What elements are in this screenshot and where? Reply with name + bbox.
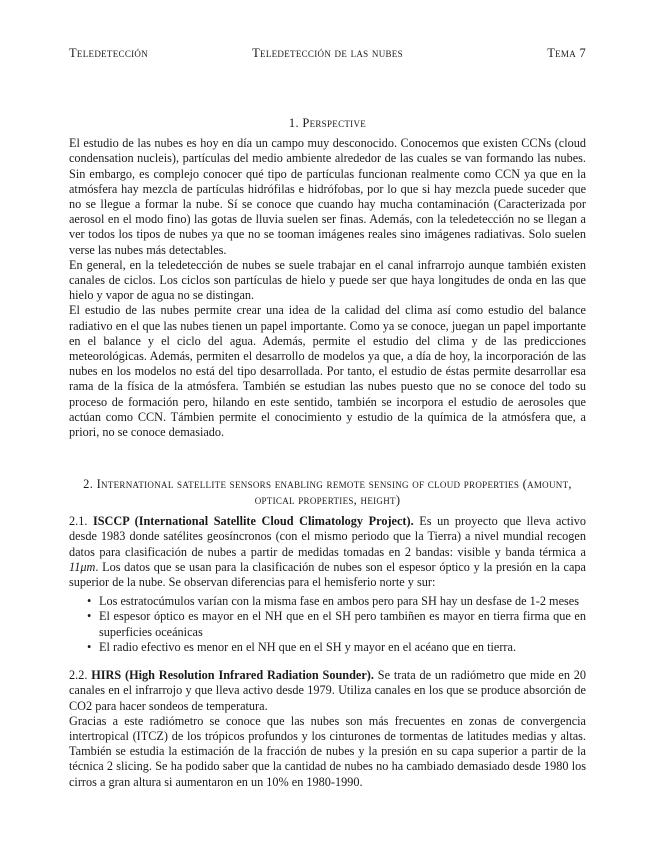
list-item: • El radio efectivo es menor en el NH que en el SH y mayor en el acéano que en tierra. (99, 640, 586, 655)
subsection-2-2-paragraph-2: Gracias a este radiómetro se conoce que las nubes son más frecuentes en zonas de convergencia intertropical (ITCZ) de los trópicos profundos y los cinturones de tormentas de latitudes medias y altas. También se estudia la estimación de la fracción de nubes y la presión en su capa superior a partir de la técnica 2 slicing. Se ha podido saber que la cantidad de nubes no ha cambiado demasiado desde 1980 los cirros a gran altura si aumentaron en un 10% en 1980-1990. (69, 713, 586, 789)
list-item: • Los estratocúmulos varían con la misma fase en ambos pero para SH hay un desfase de 1-2 meses (99, 594, 586, 609)
subsection-2-2 (69, 668, 586, 714)
subsection-2-1-number: 2.1. (69, 514, 88, 529)
subsection-2-1-heading: ISCCP (International Satellite Cloud Climatology Project). (92, 514, 414, 529)
subsection-2-1-text-a: Es un proyecto que lleva activo desde 1983 donde satélites geosíncronos (con el mismo periodo que la Tierra) a nivel mundial recogen datos para clasificación de nubes a partir de medidas tomadas en 2 bandas: visible y banda térmica a (69, 514, 586, 559)
running-header (69, 46, 586, 62)
section-2-title: 2. International satellite sensors enabling remote sensing of cloud properties (amount, optical properties, height) (83, 477, 572, 508)
hemisphere-differences-list (69, 594, 586, 655)
subsection-2-2-text: Se trata de un radiómetro que mide en 20 canales en el infrarrojo y que lleva activo desde 1979. Utiliza canales en los que se produce absorción de CO2 para hacer sondeos de temperatura. (69, 668, 587, 713)
subsection-2-1-text-b: . Los datos que se usan para la clasificación de nubes son el espesor óptico y la presión en la capa superior de la nube. Se observan diferencias para el hemisferio norte y sur: (69, 559, 586, 590)
section-1-title: 1. Perspective (288, 116, 367, 130)
section-1-paragraph-2: En general, en la teledetección de nubes se suele trabajar en el canal infrarrojo aunque también existen canales de ciclos. Los ciclos son partículas de hielo y puede ser que haya longitudes de onda en las que hielo y vapor de agua no se distingan. (69, 257, 586, 303)
section-1-paragraph-3: El estudio de las nubes permite crear una idea de la calidad del clima así como estudio del balance radiativo en el que las nubes tienen un papel importante. Como ya se conoce, juegan un papel importante en el balance y el ciclo del agua. Además, permite el estudio del clima y de las predicciones meteorológicas. Además, permiten el desarrollo de modelos ya que, a día de hoy, la incorporación de las nubes en los modelos no está del tipo desarrollada. Por tanto, el estudio de éstas permite desarrollar esa rama de la física de la atmósfera. También se estudian las nubes puesto que no se conoce del todo su proceso de formación pero, hilando en este sentido, también se incorpora el estudio de aerosoles que actúan como CCN. Támbien permite el conocimiento y estudio de la química de la atmósfera que, a priori, no se conoce demasiado. (69, 303, 586, 440)
header-course: Teledetección (69, 46, 149, 60)
header-topic-number: Tema 7 (547, 46, 586, 60)
wavelength-value: 11μm (69, 559, 96, 574)
subsection-2-2-number: 2.2. (69, 668, 88, 683)
section-1-paragraph-1: El estudio de las nubes es hoy en día un campo muy desconocido. Conocemos que existen CCNs (cloud condensation nucleis), partículas del medio ambiente alrededor de las cuales se van formando las nubes. Sin embargo, es complejo conocer qué tipo de partículas funcionan realmente como CCN ya que en la atmósfera hay mezcla de partículas hidrófilas e hidrófobas, por lo que si hay mezcla puede suceder que no se llegue a formar la nube. Sí se conoce que cuando hay mucha contaminación (Caracterizada por aerosol en el modo fino) las gotas de lluvia suelen ser finas. Además, con la teledetección no se llegan a ver todos los tipos de nubes ya que no se tooman imágenes reales sino imágenes radiativas. Solo suelen verse las nubes más detectables. (69, 136, 586, 257)
list-item: • El espesor óptico es mayor en el NH que en el SH pero tambiñen es mayor en tierra firma que en superficies oceánicas (99, 609, 586, 639)
document-body (69, 116, 586, 790)
header-chapter-title: Teledetección de las nubes (252, 46, 403, 60)
subsection-2-2-heading: HIRS (High Resolution Infrared Radiation Sounder). (91, 668, 374, 683)
subsection-2-1 (69, 514, 586, 590)
